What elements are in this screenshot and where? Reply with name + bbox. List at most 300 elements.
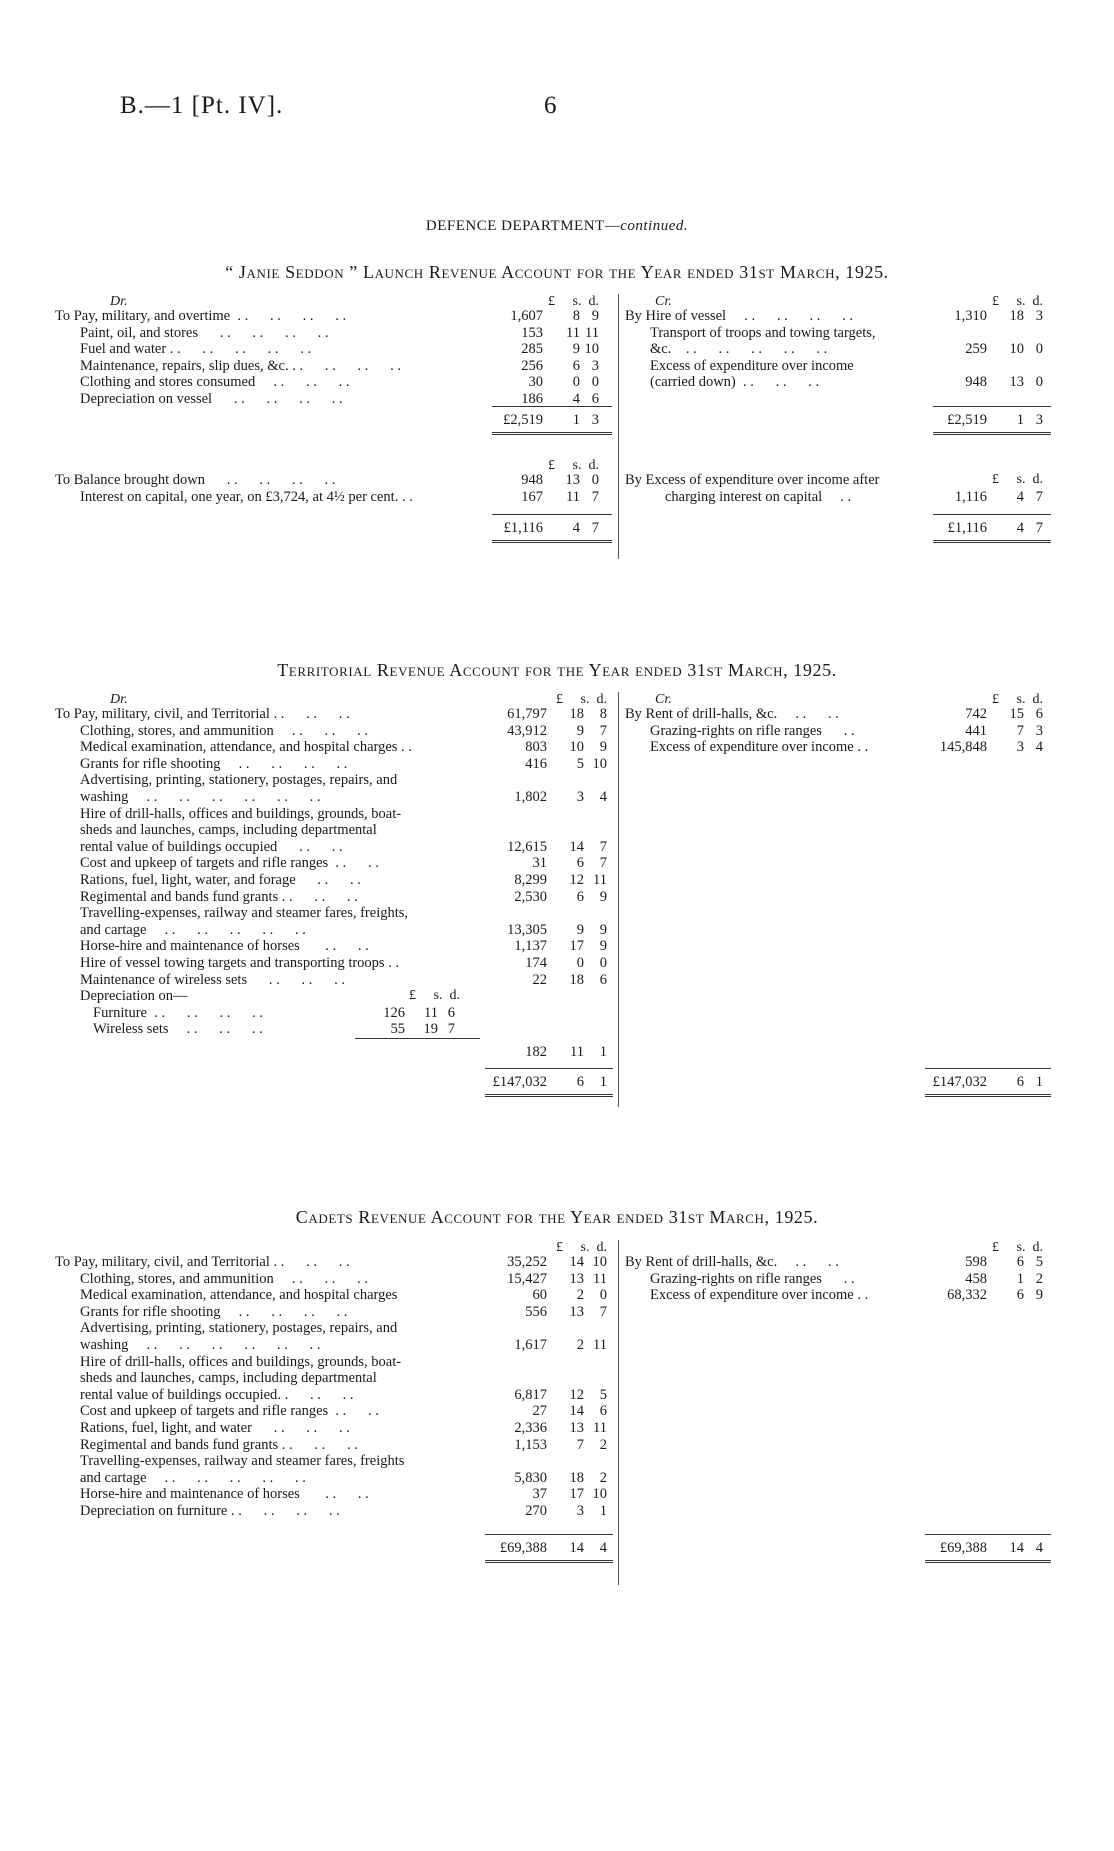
cadets-debit-label: [80, 1453, 404, 1470]
cadets-debit-amount-pence: 11: [593, 1270, 607, 1287]
territorial-debit-label-text: Medical examination, attendance, and hospital charges: [80, 739, 398, 756]
territorial-credit-total-pounds: £147,032: [932, 1074, 987, 1090]
janie-debit2-label: [55, 472, 336, 489]
janie-credit-leader-dots: . . . . . .: [735, 374, 820, 391]
territorial-credit-total-pence: 1: [1035, 1074, 1043, 1090]
cadets-debit-label: [80, 1320, 397, 1337]
cadets-debit-amount-pence: 5: [599, 1386, 607, 1403]
territorial-credit-amount-pounds: 742: [965, 706, 987, 722]
cadets-debit-label: [80, 1337, 320, 1354]
territorial-debit-leader-dots: . .: [384, 955, 400, 971]
janie-debit2-leader-dots: . . . . . . . .: [205, 472, 336, 488]
cadets-credit-label-text: Grazing-rights on rifle ranges: [650, 1270, 822, 1287]
cadets-debit-leader-dots: . . . . . .: [278, 1436, 358, 1453]
cadets-debit-leader-dots: . . . .: [299, 1486, 369, 1503]
territorial-debit-amount-shillings: 18: [569, 706, 584, 722]
territorial-debit-label-text: Regimental and bands fund grants: [80, 888, 279, 905]
territorial-debit-amount-pence: 10: [592, 755, 607, 772]
territorial-divider: [618, 692, 619, 1107]
janie-debit-label-text: Fuel and water: [80, 341, 167, 358]
janie-debit-total-rule: [492, 406, 612, 407]
territorial-credit-leader-dots: . .: [853, 739, 869, 756]
cadets-credit-amount-shillings: 6: [1016, 1254, 1024, 1270]
janie-debit-amount-pence: 9: [591, 308, 599, 324]
cadets-debit-total-pence: 4: [599, 1539, 607, 1556]
janie-debit-amount-shillings: 6: [572, 357, 580, 374]
janie-debit-total-shillings: 1: [572, 412, 580, 428]
depreciation-leader-dots: . . . . . . . .: [146, 1004, 263, 1021]
cadets-debit-amount-pounds: 5,830: [514, 1469, 547, 1486]
cadets-credit-label-text: By Rent of drill-halls, &c.: [625, 1254, 778, 1270]
cadets-debit-leader-dots: . . . . . .: [269, 1254, 350, 1270]
janie-credit-amount-shillings: 10: [1009, 341, 1024, 358]
territorial-credit-amount-shillings: 3: [1016, 739, 1024, 756]
cadets-debit-amount-shillings: 2: [576, 1337, 584, 1353]
janie-account: [55, 294, 1055, 559]
territorial-debit-label-text: Maintenance of wireless sets: [80, 971, 248, 988]
janie-divider: [618, 294, 619, 559]
janie-debit-label-text: Maintenance, repairs, slip dues, &c.: [80, 357, 289, 374]
janie-credit-label-text: Transport of troops and towing targets,: [650, 324, 876, 341]
janie-credit2-label: [665, 489, 851, 506]
territorial-credit-amount-pounds: 441: [965, 722, 987, 739]
cadets-debit-leader-dots: . . . .: [328, 1403, 379, 1420]
cadets-debit-label: [80, 1503, 340, 1520]
cadets-debit-leader-dots: . . . . . .: [277, 1386, 354, 1403]
cadets-credit-amount-pounds: 458: [965, 1270, 987, 1287]
cadets-debit-amount-pence: 11: [593, 1420, 607, 1436]
territorial-credit-amount-pence: 6: [1035, 706, 1043, 722]
cadets-debit-amount-pence: 7: [599, 1303, 607, 1320]
cadets-credit-total-double-rule: [925, 1560, 1051, 1563]
janie-credit-total2-rule: [933, 514, 1051, 515]
territorial-debit-amount-pounds: 803: [525, 739, 547, 756]
cadets-debit-label-text: Horse-hire and maintenance of horses: [80, 1486, 300, 1503]
dr-label: Dr.: [110, 692, 128, 707]
cadets-debit-leader-dots: . . . . . .: [273, 1270, 368, 1287]
territorial-debit-leader-dots: . . . .: [328, 855, 379, 872]
cadets-credit-label: [650, 1271, 855, 1288]
cadets-debit-leader-dots: . . . . . . . .: [227, 1503, 340, 1519]
cadets-debit-amount-shillings: 12: [569, 1386, 584, 1403]
janie-debit2-amount-pence: 7: [591, 488, 599, 505]
janie-debit2-amount-pounds: 167: [521, 488, 543, 505]
cadets-debit-amount-pounds: 556: [525, 1303, 547, 1320]
territorial-debit-total-double-rule: [485, 1094, 613, 1097]
janie-credit-label: [650, 358, 854, 375]
territorial-debit-leader-dots: . . . .: [295, 872, 361, 888]
cadets-credit-amount-pence: 9: [1035, 1287, 1043, 1304]
territorial-credit-total-shillings: 6: [1016, 1074, 1024, 1090]
janie-debit2-label-text: To Balance brought down: [55, 472, 205, 488]
janie-debit-label: [55, 308, 346, 325]
janie-debit-amount-pounds: 186: [521, 391, 543, 407]
cadets-debit-label: [80, 1437, 358, 1454]
janie-debit-label: [80, 391, 343, 408]
janie-credit-total2-shillings: 4: [1016, 520, 1024, 536]
territorial-debit-label-text: Grants for rifle shooting: [80, 755, 221, 772]
cadets-credit-total-pounds: £69,388: [939, 1539, 987, 1556]
janie-debit-total-pounds: £2,519: [503, 412, 543, 428]
territorial-debit-leader-dots: . . . . . .: [269, 706, 350, 722]
janie-credit2-leader-dots: . .: [822, 488, 852, 505]
cadets-debit-label-text: Advertising, printing, stationery, postages, repairs, and: [80, 1320, 398, 1337]
territorial-debit-amount-pounds: 31: [532, 855, 547, 872]
cadets-debit-amount-pounds: 2,336: [514, 1420, 547, 1436]
dr-label: Dr.: [110, 294, 128, 309]
cadets-debit-total-shillings: 14: [569, 1539, 584, 1556]
currency-header: £ s. d.: [548, 458, 599, 473]
territorial-debit-amount-shillings: 0: [576, 955, 584, 971]
janie-credit2-amount-shillings: 4: [1016, 488, 1024, 505]
depreciation-amount-shillings: 19: [423, 1021, 438, 1038]
territorial-credit-amount-pounds: 145,848: [939, 739, 987, 756]
janie-credit-amount-shillings: 18: [1009, 308, 1024, 324]
territorial-debit-label-text: Travelling-expenses, railway and steamer fares, freights,: [80, 905, 409, 922]
janie-credit2-amount-pounds: 1,116: [954, 488, 987, 505]
janie-credit-label: [650, 325, 876, 342]
currency-header: £ s. d.: [992, 472, 1043, 487]
depreciation-subtotal-rule: [355, 1038, 480, 1039]
cadets-debit-amount-pence: 0: [599, 1287, 607, 1304]
janie-credit-label: [650, 341, 827, 358]
cadets-debit-amount-pounds: 60: [532, 1287, 547, 1304]
territorial-debit-label-text: Clothing, stores, and ammunition: [80, 722, 274, 739]
territorial-debit-leader-dots: . . . . . . . . . .: [146, 921, 306, 938]
currency-header: £ s. d.: [548, 294, 599, 309]
janie-debit-amount-pounds: 256: [521, 357, 543, 374]
territorial-credit-amount-pence: 4: [1035, 739, 1043, 756]
cadets-debit-amount-pounds: 35,252: [507, 1254, 547, 1270]
cadets-credit-total-shillings: 14: [1009, 1539, 1024, 1556]
cadets-credit-leader-dots: . .: [853, 1287, 869, 1304]
cadets-credit-total-rule: [925, 1534, 1051, 1535]
depreciation-item: [93, 1021, 263, 1038]
territorial-debit-total-shillings: 6: [576, 1074, 584, 1090]
page-number: 6: [544, 92, 557, 119]
janie-debit-total-double-rule: [492, 432, 612, 435]
territorial-credit-amount-pence: 3: [1035, 722, 1043, 739]
janie-credit-total-double-rule: [933, 432, 1051, 435]
janie-debit-label: [80, 341, 311, 358]
depreciation-amount-pounds: 55: [390, 1021, 405, 1038]
territorial-debit-amount-shillings: 6: [576, 855, 584, 872]
cadets-debit-leader-dots: . . . . . . . . . .: [146, 1469, 306, 1486]
janie-debit-amount-shillings: 8: [572, 308, 580, 324]
territorial-debit-amount-pounds: 2,530: [514, 888, 547, 905]
cadets-credit-leader-dots: . . . .: [777, 1254, 839, 1270]
janie-debit-leader-dots: . . . . . . . .: [198, 324, 329, 341]
depreciation-amount-pence: 6: [447, 1004, 455, 1021]
janie-debit2-amount-pounds: 948: [521, 472, 543, 488]
janie-debit2-label-text: Interest on capital, one year, on £3,724, at 4½ per cent: [80, 488, 395, 505]
janie-debit2-amount-pence: 0: [591, 472, 599, 488]
janie-debit-amount-shillings: 0: [572, 374, 580, 391]
territorial-debit-amount-pence: 9: [599, 739, 607, 756]
janie-credit2-label: [625, 472, 879, 489]
territorial-debit-amount-pence: 8: [599, 706, 607, 722]
cadets-debit-leader-dots: . . . . . .: [251, 1420, 350, 1436]
depreciation-item-label: Furniture: [93, 1004, 147, 1021]
cadets-credit-total-pence: 4: [1035, 1539, 1043, 1556]
territorial-debit-amount-shillings: 6: [576, 888, 584, 905]
depreciation-total-pounds: 182: [525, 1044, 547, 1060]
depreciation-total-shillings: 11: [570, 1044, 584, 1060]
cadets-debit-label-text: Travelling-expenses, railway and steamer fares, freights: [80, 1453, 405, 1470]
cadets-debit-label: [55, 1254, 350, 1271]
territorial-debit-amount-pounds: 174: [525, 955, 547, 971]
cadets-debit-label: [80, 1304, 347, 1321]
territorial-debit-label-text: rental value of buildings occupied: [80, 838, 278, 855]
cadets-debit-amount-shillings: 14: [569, 1254, 584, 1270]
janie-debit-amount-pence: 3: [591, 357, 599, 374]
territorial-debit-leader-dots: . . . .: [299, 938, 369, 955]
depreciation-amount-pounds: 126: [383, 1004, 405, 1021]
janie-debit-total2-pence: 7: [591, 520, 599, 536]
territorial-credit-label: [650, 723, 855, 740]
territorial-debit-amount-shillings: 9: [576, 921, 584, 938]
cadets-debit-label: [80, 1403, 379, 1420]
janie-credit-total-rule: [933, 406, 1051, 407]
territorial-account: [55, 692, 1055, 1107]
territorial-debit-label-text: Cost and upkeep of targets and rifle ranges: [80, 855, 329, 872]
territorial-debit-label-text: Hire of drill-halls, offices and buildings, grounds, boat-: [80, 805, 402, 822]
territorial-debit-amount-pounds: 12,615: [507, 838, 547, 855]
territorial-debit-amount-pence: 0: [599, 955, 607, 971]
cadets-debit-amount-pence: 2: [599, 1469, 607, 1486]
territorial-credit-label: [625, 706, 839, 723]
janie-credit-leader-dots: . . . . . . . . . .: [671, 341, 828, 358]
territorial-debit-amount-pence: 9: [599, 921, 607, 938]
janie-debit-amount-shillings: 4: [572, 391, 580, 407]
cadets-debit-label: [80, 1470, 306, 1487]
territorial-debit-amount-pence: 7: [599, 838, 607, 855]
cadets-debit-amount-pounds: 27: [532, 1403, 547, 1420]
cadets-debit-label: [80, 1271, 368, 1288]
territorial-credit-label: [650, 739, 868, 756]
territorial-debit-label: [80, 789, 320, 806]
cadets-debit-amount-shillings: 13: [569, 1420, 584, 1436]
janie-credit-total2-pence: 7: [1035, 520, 1043, 536]
currency-header: £ s. d.: [992, 294, 1043, 309]
cadets-debit-label-text: Depreciation on furniture: [80, 1503, 228, 1519]
janie-credit2-label-text: charging interest on capital: [665, 488, 823, 505]
territorial-debit-leader-dots: . . . . . .: [247, 971, 345, 988]
cadets-debit-amount-shillings: 2: [576, 1287, 584, 1304]
territorial-debit-label: [80, 739, 412, 756]
cadets-debit-amount-shillings: 17: [569, 1486, 584, 1503]
territorial-debit-label: [80, 772, 397, 789]
cadets-debit-label-text: Medical examination, attendance, and hospital charges: [80, 1287, 398, 1304]
janie-credit-total-pence: 3: [1035, 412, 1043, 428]
cadets-debit-label-text: Rations, fuel, light, and water: [80, 1420, 252, 1436]
territorial-debit-amount-pounds: 416: [525, 755, 547, 772]
territorial-debit-label: [55, 706, 350, 723]
depreciation-label: Depreciation on—: [80, 988, 188, 1005]
cadets-debit-label-text: sheds and launches, camps, including departmental: [80, 1370, 377, 1387]
cadets-title: Cadets Revenue Account for the Year ended 31st March, 1925.: [295, 1207, 819, 1227]
janie-debit-amount-pounds: 153: [521, 324, 543, 341]
janie-debit-side: [55, 294, 615, 559]
cadets-divider: [618, 1240, 619, 1585]
territorial-debit-label: [80, 756, 347, 773]
cadets-debit-total-rule: [485, 1534, 613, 1535]
janie-debit-leader-dots: . . . . . . . .: [230, 308, 347, 324]
department-title: DEFENCE DEPARTMENT—continued.: [425, 218, 689, 234]
cadets-debit-label-text: Cost and upkeep of targets and rifle ranges: [80, 1403, 329, 1420]
janie-credit-leader-dots: . . . . . . . .: [726, 308, 853, 324]
cadets-debit-amount-pounds: 37: [532, 1486, 547, 1503]
territorial-debit-amount-pence: 7: [599, 722, 607, 739]
janie-credit-total-shillings: 1: [1016, 412, 1024, 428]
janie-credit-label: [650, 374, 819, 391]
cadets-debit-label: [80, 1354, 401, 1371]
territorial-debit-total-pounds: £147,032: [492, 1074, 547, 1090]
territorial-debit-side: [55, 692, 615, 1107]
territorial-debit-label-text: sheds and launches, camps, including departmental: [80, 822, 377, 839]
territorial-debit-label: [80, 905, 408, 922]
janie-debit-total2-double-rule: [492, 540, 612, 543]
cadets-credit-leader-dots: . .: [821, 1270, 855, 1287]
territorial-debit-amount-pence: 7: [599, 855, 607, 872]
janie-credit-amount-pence: 0: [1035, 374, 1043, 391]
territorial-debit-leader-dots: . . . . . .: [273, 722, 368, 739]
territorial-credit-label-text: Grazing-rights on rifle ranges: [650, 722, 822, 739]
territorial-credit-total-rule: [925, 1068, 1051, 1069]
cadets-debit-total-double-rule: [485, 1560, 613, 1563]
cadets-credit-amount-shillings: 6: [1016, 1287, 1024, 1304]
janie-debit-label: [80, 374, 349, 391]
territorial-debit-label-text: Horse-hire and maintenance of horses: [80, 938, 300, 955]
territorial-debit-amount-pounds: 61,797: [507, 706, 547, 722]
janie-debit2-amount-shillings: 13: [565, 472, 580, 488]
cadets-credit-amount-pence: 5: [1035, 1254, 1043, 1270]
territorial-debit-leader-dots: . . . . . . . .: [220, 755, 348, 772]
cadets-debit-label-text: washing: [80, 1337, 129, 1353]
cadets-debit-label-text: Clothing, stores, and ammunition: [80, 1270, 274, 1287]
cadets-debit-amount-pence: 2: [599, 1436, 607, 1453]
cadets-debit-label-text: and cartage: [80, 1469, 147, 1486]
territorial-debit-leader-dots: . . . . . . . . . . . .: [128, 789, 321, 805]
janie-debit-amount-shillings: 9: [572, 341, 580, 358]
janie-debit-amount-pence: 10: [584, 341, 599, 358]
janie-credit2-label-text: By Excess of expenditure over income after: [625, 472, 880, 488]
cr-label: Cr.: [655, 692, 672, 707]
currency-header: £ s. d.: [992, 692, 1043, 707]
cadets-debit-amount-shillings: 7: [576, 1436, 584, 1453]
janie-debit-label: [80, 325, 329, 342]
janie-credit-label-text: By Hire of vessel: [625, 308, 727, 324]
janie-credit-label-text: &c.: [650, 341, 672, 358]
currency-header: £ s. d.: [992, 1240, 1043, 1255]
janie-debit-amount-shillings: 11: [566, 324, 580, 341]
territorial-debit-label-text: washing: [80, 789, 129, 805]
janie-credit-label-text: (carried down): [650, 374, 736, 391]
territorial-debit-label-text: Advertising, printing, stationery, postages, repairs, and: [80, 772, 398, 789]
territorial-debit-leader-dots: . .: [397, 739, 412, 756]
territorial-debit-label: [80, 822, 377, 839]
cadets-debit-leader-dots: . . . . . . . . . . . .: [128, 1337, 321, 1353]
janie-credit-total-pounds: £2,519: [947, 412, 987, 428]
territorial-debit-total-pence: 1: [599, 1074, 607, 1090]
territorial-credit-side: [625, 692, 1055, 1107]
cadets-debit-side: [55, 1240, 615, 1585]
territorial-debit-amount-pence: 4: [599, 789, 607, 805]
territorial-debit-label: [80, 922, 306, 939]
cadets-debit-label-text: Grants for rifle shooting: [80, 1303, 221, 1320]
territorial-debit-label: [80, 889, 358, 906]
janie-debit-leader-dots: . . . . . .: [255, 374, 350, 391]
cadets-debit-amount-pounds: 6,817: [514, 1386, 547, 1403]
territorial-title: Territorial Revenue Account for the Year ended 31st March, 1925.: [277, 660, 837, 680]
territorial-debit-amount-shillings: 5: [576, 755, 584, 772]
territorial-debit-leader-dots: . . . . . .: [278, 888, 358, 905]
territorial-debit-label-text: Hire of vessel towing targets and transporting troops: [80, 955, 385, 971]
janie-credit-amount-pence: 3: [1035, 308, 1043, 324]
territorial-debit-amount-pounds: 43,912: [507, 722, 547, 739]
territorial-debit-label: [80, 839, 343, 856]
cadets-account: [55, 1240, 1055, 1585]
janie-credit-label: [625, 308, 853, 325]
territorial-debit-amount-pounds: 8,299: [514, 872, 547, 888]
depreciation-currency-header: £ s. d.: [409, 988, 460, 1004]
janie-credit-total2-pounds: £1,116: [947, 520, 987, 536]
currency-header: £ s. d.: [556, 692, 607, 707]
territorial-debit-amount-pounds: 22: [532, 971, 547, 988]
territorial-debit-label-text: Rations, fuel, light, water, and forage: [80, 872, 296, 888]
janie-credit2-amount-pence: 7: [1035, 488, 1043, 505]
janie-debit-leader-dots: . . . . . . . .: [212, 391, 343, 407]
territorial-debit-amount-shillings: 17: [569, 938, 584, 955]
janie-credit-side: [625, 294, 1055, 559]
depreciation-leader-dots: . . . . . .: [168, 1021, 263, 1038]
janie-debit-total2-shillings: 4: [572, 520, 580, 536]
cadets-debit-total-pounds: £69,388: [499, 1539, 547, 1556]
cadets-debit-amount-pence: 10: [592, 1254, 607, 1270]
cadets-debit-label-text: Hire of drill-halls, offices and buildings, grounds, boat-: [80, 1353, 402, 1370]
territorial-debit-amount-pounds: 1,137: [514, 938, 547, 955]
territorial-debit-label-text: To Pay, military, civil, and Territorial: [55, 706, 270, 722]
cadets-debit-amount-pence: 10: [592, 1486, 607, 1503]
territorial-debit-label: [80, 855, 379, 872]
cadets-debit-label-text: To Pay, military, civil, and Territorial: [55, 1254, 270, 1270]
janie-debit-label-text: Clothing and stores consumed: [80, 374, 256, 391]
janie-debit-leader-dots: . . . . . . . .: [288, 357, 401, 374]
janie-credit-amount-pence: 0: [1035, 341, 1043, 358]
janie-debit-total2-rule: [492, 514, 612, 515]
cadets-credit-label-text: Excess of expenditure over income: [650, 1287, 854, 1304]
janie-title: “ Janie Seddon ” Launch Revenue Account for the Year ended 31st March, 1925.: [225, 262, 889, 282]
cadets-debit-amount-pence: 6: [599, 1403, 607, 1420]
janie-debit-amount-pounds: 30: [528, 374, 543, 391]
janie-credit-amount-pounds: 1,310: [954, 308, 987, 324]
depreciation-amount-pence: 7: [447, 1021, 455, 1038]
territorial-debit-amount-shillings: 14: [569, 838, 584, 855]
cadets-debit-amount-pounds: 1,153: [514, 1436, 547, 1453]
territorial-debit-amount-pounds: 13,305: [507, 921, 547, 938]
territorial-credit-amount-shillings: 15: [1009, 706, 1024, 722]
janie-debit-amount-pounds: 285: [521, 341, 543, 358]
territorial-debit-amount-pence: 9: [599, 938, 607, 955]
territorial-credit-leader-dots: . . . .: [777, 706, 839, 722]
janie-debit-leader-dots: . . . . . . . . . .: [166, 341, 312, 358]
territorial-debit-amount-pence: 6: [599, 971, 607, 988]
territorial-debit-label-text: and cartage: [80, 921, 147, 938]
cadets-credit-side: [625, 1240, 1055, 1585]
depreciation-item-label: Wireless sets: [93, 1021, 169, 1038]
cadets-debit-amount-shillings: 14: [569, 1403, 584, 1420]
janie-debit-amount-pence: 11: [585, 324, 599, 341]
